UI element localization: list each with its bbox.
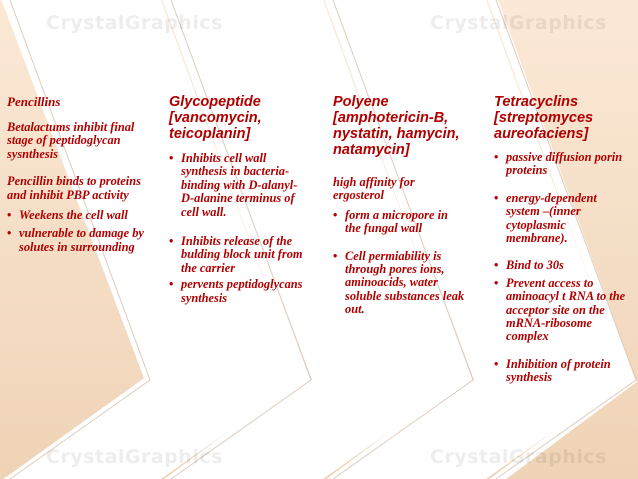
watermark-bottom-right: CrystalGraphics: [430, 446, 607, 468]
bullet-item: • Inhibits release of the bulding block unit from the carrier: [169, 235, 309, 275]
column-paragraph: Pencillin binds to proteins and inhibit PBP activity: [7, 174, 141, 202]
bullet-item: • vulnerable to damage by solutes in surrounding: [7, 227, 145, 254]
bullet-item: • pervents peptidoglycans synthesis: [169, 278, 309, 305]
bullet-item: • Weekens the cell wall: [7, 209, 145, 222]
bullet-item: • Inhibition of protein synthesis: [494, 358, 628, 385]
column-polyene: [333, 94, 466, 317]
bullet-list: [7, 209, 145, 254]
bullet-item: • Bind to 30s: [494, 259, 628, 272]
column-penicillins: [7, 94, 145, 254]
watermark-bottom-left: CrystalGraphics: [46, 446, 223, 468]
column-paragraph: Betalactums inhibit final stage of peptidoglycan sysnthesis: [7, 120, 135, 161]
column-title: Tetracyclins [streptomyces aureofaciens]: [494, 94, 594, 142]
bullet-item: • passive diffusion porin proteins: [494, 151, 628, 178]
bullet-item: • Inhibits cell wall synthesis in bacteria- binding with D-alanyl-D-alanine terminus of cell wall.: [169, 152, 309, 219]
bullet-item: • energy-dependent system –(inner cytoplasmic membrane).: [494, 192, 628, 246]
bullet-item: • form a micropore in the fungal wall: [333, 209, 466, 236]
bullet-list: [169, 152, 309, 305]
bullet-item: • Cell permiability is through pores ions, aminoacids, water soluble substances leak out.: [333, 250, 466, 317]
bullet-list: [494, 151, 628, 385]
bullet-list: [333, 209, 466, 317]
column-title: Glycopeptide [vancomycin, teicoplanin]: [169, 94, 262, 142]
watermark-top-left: CrystalGraphics: [46, 12, 223, 34]
column-tetracyclins: [494, 94, 628, 385]
bullet-item: • Prevent access to aminoacyl t RNA to the acceptor site on the mRNA-ribosome complex: [494, 277, 628, 344]
column-title: Polyene [amphotericin-B, nystatin, hamycin, natamycin]: [333, 94, 460, 158]
column-title: Pencillins: [7, 94, 61, 109]
column-glycopeptide: [169, 94, 309, 305]
column-paragraph: high affinity for ergosterol: [333, 175, 415, 203]
watermark-top-right: CrystalGraphics: [430, 12, 607, 34]
